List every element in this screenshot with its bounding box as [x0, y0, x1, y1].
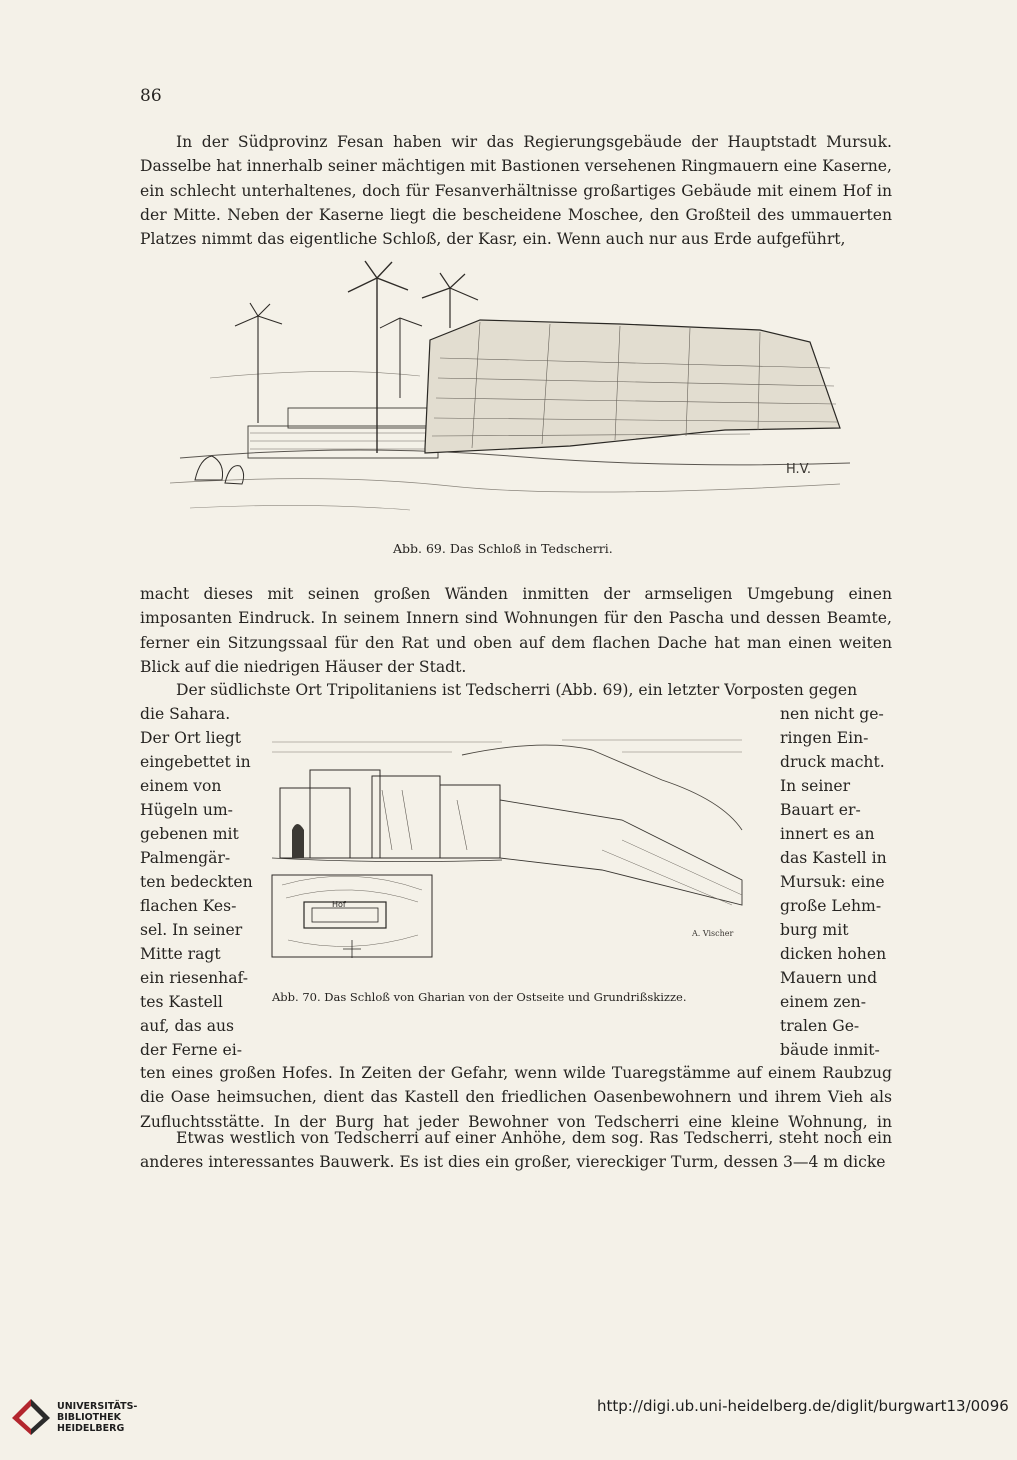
left-column-line: Mitte ragt — [140, 945, 221, 963]
library-name-line: BIBLIOTHEK — [57, 1412, 121, 1423]
figure-69-illustration — [150, 258, 870, 538]
paragraph-2: macht dieses mit seinen großen Wänden inmitten der armseligen Umgebung einen imposanten Eindruck. In seinem Innern sind Wohnungen für den Pascha und dessen Beamte, ferner ein Sitzungssaal für den Rat und oben auf dem flachen Dache hat man einen weiten Blick auf die niedrigen Häuser der Stadt. — [140, 585, 892, 676]
library-name-line: UNIVERSITÄTS- — [57, 1401, 138, 1412]
left-column-line: einem von — [140, 777, 222, 795]
right-column-line: druck macht. — [780, 753, 885, 771]
right-column-line: innert es an — [780, 825, 875, 843]
right-column-line: bäude inmit- — [780, 1041, 880, 1059]
figure-70-caption: Abb. 70. Das Schloß von Gharian von der Ostseite und Grundrißskizze. — [272, 990, 687, 1004]
figure-70-signature: A. Vischer — [692, 929, 734, 938]
left-column-line: eingebettet in — [140, 753, 251, 771]
right-column-line: das Kastell in — [780, 849, 887, 867]
figure-70-illustration — [262, 730, 766, 972]
right-column-line: ringen Ein- — [780, 729, 869, 747]
left-column-line: Palmengär- — [140, 849, 231, 867]
library-name — [57, 1401, 137, 1434]
paragraph-1: In der Südprovinz Fesan haben wir das Regierungsgebäude der Hauptstadt Mursuk. Dasselbe hat innerhalb seiner mächtigen mit Bastionen versehenen Ringmauern eine Kaserne, ein schlecht unterhaltenes, doch für Fesanverhältnisse großartiges Gebäude mit einem Hof in der Mitte. Neben der Kaserne liegt die bescheidene Moschee, den Großteil des ummauerten Platzes nimmt das eigentliche Schloß, der Kasr, ein. Wenn auch nur aus Erde aufgeführt, — [140, 133, 892, 249]
right-column-line: große Lehm- — [780, 897, 882, 915]
right-column-line: Bauart er- — [780, 801, 861, 819]
left-column-line: der Ferne ei- — [140, 1041, 242, 1059]
left-column-line: Der Ort liegt — [140, 729, 242, 747]
right-column-line: burg mit — [780, 921, 849, 939]
library-name-line: HEIDELBERG — [57, 1423, 125, 1434]
left-column-line: ein riesenhaf- — [140, 969, 248, 987]
left-column-line: die Sahara. — [140, 705, 231, 723]
library-logo-icon — [10, 1397, 52, 1437]
right-column-line: nen nicht ge- — [780, 705, 884, 723]
right-column-line: Mauern und — [780, 969, 878, 987]
right-column-line: In seiner — [780, 777, 851, 795]
left-column-line: Hügeln um- — [140, 801, 233, 819]
source-url[interactable]: http://digi.ub.uni-heidelberg.de/diglit/burgwart13/0096 — [597, 1397, 1009, 1415]
left-column-line: tes Kastell — [140, 993, 223, 1011]
left-column-line: ten bedeckten — [140, 873, 253, 891]
left-column-line: flachen Kes- — [140, 897, 237, 915]
page-number: 86 — [140, 86, 162, 106]
right-column-line: einem zen- — [780, 993, 866, 1011]
right-column-line: tralen Ge- — [780, 1017, 860, 1035]
figure-69-signature: H.V. — [786, 462, 812, 477]
right-column-line: dicken hohen — [780, 945, 887, 963]
paragraph-3-intro: Der südlichste Ort Tripolitaniens ist Tedscherri (Abb. 69), ein letzter Vorposten gegen — [176, 681, 858, 699]
left-column-line: gebenen mit — [140, 825, 239, 843]
paragraph-3-rest: ten eines großen Hofes. In Zeiten der Gefahr, wenn wilde Tuaregstämme auf einem Raubzug die Oase heimsuchen, dient das Kastell den friedlichen Oasenbewohnern und ihrem Vieh als Zufluchtsstätte. In der Burg hat jeder Bewohner von Tedscherri eine kleine Wohnung, in — [140, 1064, 892, 1131]
left-column-line: sel. In seiner — [140, 921, 243, 939]
figure-70-plan-label: Hof — [332, 900, 346, 909]
left-column-line: auf, das aus — [140, 1017, 235, 1035]
figure-69-caption: Abb. 69. Das Schloß in Tedscherri. — [393, 541, 613, 556]
right-column-line: Mursuk: eine — [780, 873, 885, 891]
paragraph-4: Etwas westlich von Tedscherri auf einer Anhöhe, dem sog. Ras Tedscherri, steht noch ein anderes interessantes Bauwerk. Es ist dies ein großer, viereckiger Turm, dessen 3—4 m dicke — [140, 1129, 892, 1172]
